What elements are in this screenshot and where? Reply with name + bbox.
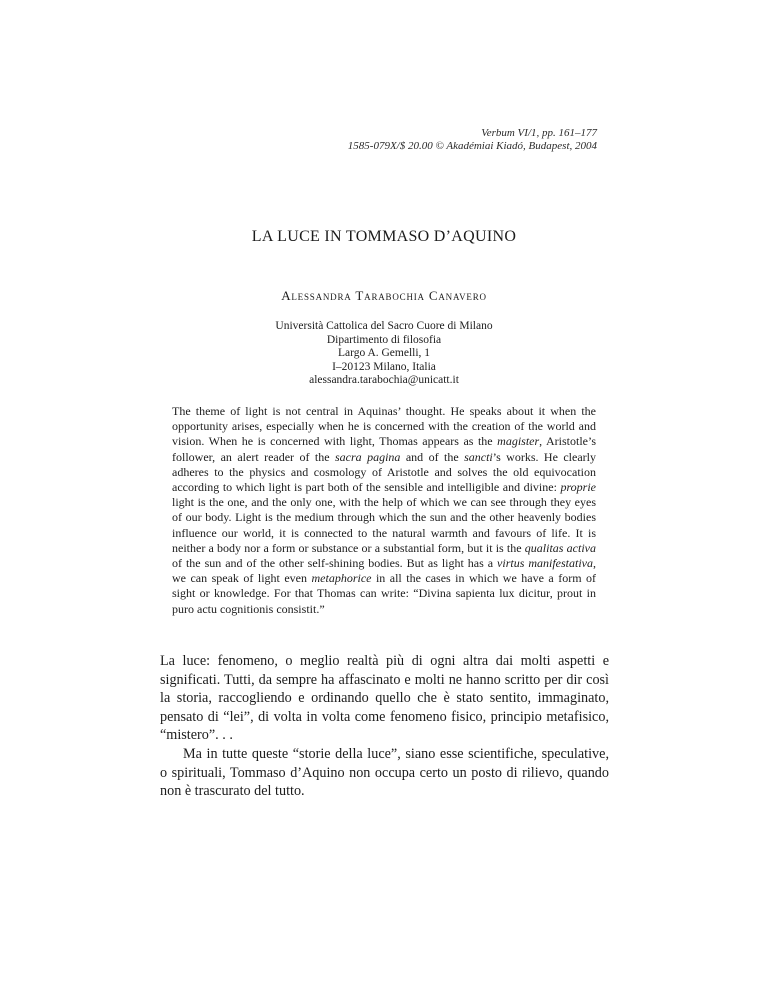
abstract-text: in all the cases in which we have a form of sight or knowledge. For that Thomas can write: “Divina sapienta lux dicitur, prout in puro actu cognitionis consistit.” (172, 571, 597, 616)
abstract-italic-term: virtus manifestativa (497, 556, 593, 571)
abstract-text: , Aristotle’s follower, an alert reader of the (172, 434, 597, 464)
author-name: Alessandra Tarabochia Canavero (281, 288, 487, 303)
affiliation-city: I–20123 Milano, Italia (332, 360, 436, 373)
abstract-italic-term: metaphorice (311, 571, 372, 586)
author-affiliation (0, 320, 768, 388)
abstract-text: The theme of light is not central in Aquinas’ thought. He speaks about it when the opportunity arises, especially when he is concerned with the creation of the world and vision. When he is concerned with light, Thomas appears as the (172, 404, 596, 449)
abstract-text: , we can speak of light even (172, 556, 596, 586)
body-paragraph-2: Ma in tutte queste “storie della luce”, siano esse scientifiche, speculative, o spirituali, Tommaso d’Aquino non occupa certo un posto di rilievo, quando non è trascurato del tutto. (160, 745, 609, 800)
abstract-italic-term: sacra pagina (334, 449, 401, 464)
affiliation-street: Largo A. Gemelli, 1 (337, 347, 431, 359)
journal-volume-pages: Verbum VI/1, pp. 161–177 (481, 127, 597, 139)
body-paragraph-1: La luce: fenomeno, o meglio realtà più di ogni altra dai molti aspetti e significati. Tutti, da sempre ha affascinato e molti ne hanno scritto per dir così la storia, raccogliendo e ordinando quello che è stato sentito, immaginato, pensato di “lei”, di volta in volta come fenomeno fisico, principio metafisico, “mistero”. . . (160, 653, 609, 744)
abstract-italic-term: qualitas activa (524, 540, 596, 555)
affiliation-email: alessandra.tarabochia@unicatt.it (309, 374, 459, 386)
abstract-text: ’s works. He clearly adheres to the physics and cosmology of Aristotle and solves the old equivocation according to which light is part both of the sensible and intelligible and divine: (172, 449, 596, 495)
affiliation-department: Dipartimento di filosofia (326, 333, 442, 346)
affiliation-university: Università Cattolica del Sacro Cuore di Milano (275, 320, 493, 332)
abstract-text: of the sun and of the other self-shining bodies. But as light has a (172, 556, 498, 571)
article-title: LA LUCE IN TOMMASO D’AQUINO (251, 228, 517, 245)
body-text (160, 652, 609, 801)
abstract-italic-term: sancti (464, 449, 493, 464)
abstract-text: light is the one, and the only one, with the help of which we can see through they eyes of our body. Light is the medium through which the sun and the other heavenly bodies influence our world, it is connected to the natural warmth and favours of life. It is neither a body nor a form or substance or a substantial form, but it is the (172, 495, 596, 555)
journal-citation (348, 127, 597, 153)
abstract-italic-term: magister (497, 434, 540, 449)
abstract (172, 404, 596, 617)
journal-issn-publisher: 1585-079X/$ 20.00 © Akadémiai Kiadó, Budapest, 2004 (347, 140, 597, 152)
abstract-text: and of the (400, 449, 465, 464)
abstract-italic-term: proprie (560, 480, 596, 495)
